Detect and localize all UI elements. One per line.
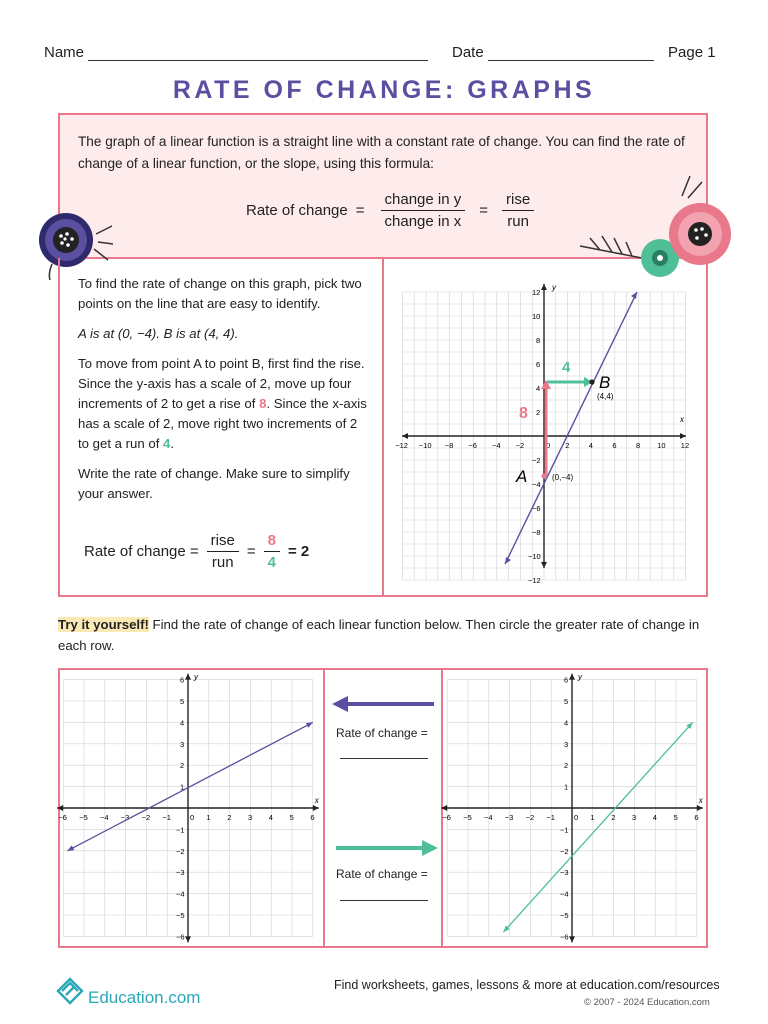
point-a-name: A bbox=[516, 467, 528, 486]
rise-label: 8 bbox=[519, 405, 528, 422]
example-graph bbox=[384, 258, 706, 594]
practice-y-tick: −5 bbox=[176, 911, 185, 920]
footer-copyright: © 2007 - 2024 Education.com bbox=[584, 997, 710, 1008]
example-x-tick: −4 bbox=[492, 441, 501, 450]
practice-y-tick: 6 bbox=[564, 675, 569, 685]
practice-x-tick: 5 bbox=[673, 813, 678, 822]
final-num-2: 8 bbox=[264, 532, 280, 552]
expl-rise-value: 8 bbox=[259, 396, 267, 411]
practice-y-tick: −2 bbox=[176, 846, 185, 856]
practice-x-tick: 5 bbox=[289, 813, 294, 822]
practice-y-tick: 6 bbox=[180, 675, 185, 685]
practice-x-tick: 2 bbox=[611, 813, 616, 822]
try-highlight: Try it yourself! bbox=[58, 617, 149, 632]
expl-p3-b: . Since the x-axis has a scale of 2, move right two increments of 2 to get a run of bbox=[78, 396, 367, 451]
expl-p3-a: To move from point A to point B, first find the rise. Since the y-axis has a scale of 2, move up four increments of 2 to get a rise of bbox=[78, 356, 365, 411]
practice-answer-blank-2[interactable] bbox=[340, 900, 428, 901]
practice-y-tick: 5 bbox=[180, 697, 185, 706]
practice-graph-1 bbox=[60, 670, 322, 946]
practice-x-tick: −1 bbox=[162, 813, 171, 822]
final-label: Rate of change = bbox=[84, 543, 199, 560]
practice-y-tick: 4 bbox=[564, 718, 569, 728]
practice-x-label: x bbox=[314, 796, 319, 805]
practice-y-tick: −1 bbox=[560, 825, 569, 835]
practice-line bbox=[503, 722, 692, 932]
page-title: RATE OF CHANGE: GRAPHS bbox=[172, 76, 596, 104]
formula-eq-2: = bbox=[479, 202, 489, 219]
example-y-tick: 2 bbox=[536, 408, 541, 417]
final-den-1: run bbox=[211, 554, 234, 571]
formula-frac-1 bbox=[381, 191, 466, 230]
practice-x-tick: 6 bbox=[694, 813, 699, 822]
formula-label: Rate of change bbox=[246, 202, 348, 219]
expl-run-value: 4 bbox=[163, 436, 171, 451]
example-x-tick: 4 bbox=[588, 441, 593, 450]
practice-y-tick: −1 bbox=[176, 825, 185, 835]
practice-x-tick: −6 bbox=[442, 813, 451, 822]
try-text: Find the rate of change of each linear function below. Then circle the greater rate of change in each row. bbox=[58, 617, 700, 653]
practice-y-tick: 3 bbox=[180, 739, 185, 749]
practice-x-tick: −5 bbox=[79, 813, 88, 822]
practice-answer-blank-1[interactable] bbox=[340, 758, 428, 759]
rate-formula bbox=[246, 191, 542, 230]
practice-x-tick: −4 bbox=[100, 813, 109, 822]
final-frac-2 bbox=[264, 532, 280, 571]
practice-x-tick: 3 bbox=[632, 813, 637, 822]
final-result: = 2 bbox=[287, 543, 310, 560]
explanation-text bbox=[78, 274, 368, 504]
practice-y-tick: −3 bbox=[176, 868, 185, 878]
education-logo-icon bbox=[52, 973, 86, 1007]
run-label: 4 bbox=[562, 359, 571, 376]
practice-y-tick: 3 bbox=[564, 739, 569, 749]
practice-x-tick: 4 bbox=[652, 813, 657, 822]
example-x-tick: 8 bbox=[636, 441, 641, 450]
example-y-tick: 6 bbox=[536, 360, 541, 369]
final-den-2: 4 bbox=[267, 554, 276, 571]
example-y-tick: −2 bbox=[532, 456, 541, 465]
practice-x-tick: −2 bbox=[525, 813, 535, 822]
expl-p3-c: . bbox=[170, 436, 175, 451]
name-blank[interactable] bbox=[88, 46, 428, 61]
practice-x-tick: −1 bbox=[546, 813, 555, 822]
example-x-ticks bbox=[395, 441, 689, 450]
point-a bbox=[541, 473, 546, 478]
name-field[interactable] bbox=[44, 44, 428, 61]
example-y-tick: 4 bbox=[536, 384, 541, 393]
example-x-tick: −12 bbox=[395, 441, 408, 450]
practice-y-tick: −4 bbox=[176, 889, 185, 899]
right-arrow-icon bbox=[330, 838, 440, 858]
practice-y-tick: 5 bbox=[564, 697, 569, 706]
example-y-tick: −12 bbox=[528, 576, 541, 585]
example-y-tick: −4 bbox=[532, 480, 541, 489]
practice-x-tick: 0 bbox=[190, 813, 195, 822]
practice-x-tick: −3 bbox=[120, 813, 130, 822]
example-x-tick: 2 bbox=[565, 441, 570, 450]
practice-y-tick: 1 bbox=[564, 782, 569, 792]
practice-y-tick: −2 bbox=[560, 846, 569, 856]
practice-y-tick: −5 bbox=[560, 911, 569, 920]
practice-y-tick: −6 bbox=[560, 932, 569, 942]
practice-y-label: y bbox=[194, 672, 198, 682]
example-y-label: y bbox=[552, 283, 556, 292]
point-a-label: (0,−4) bbox=[552, 473, 574, 482]
practice-y-label: y bbox=[578, 672, 582, 682]
final-frac-1 bbox=[207, 532, 239, 571]
practice-roc-label-2: Rate of change = bbox=[336, 867, 428, 881]
date-field[interactable] bbox=[452, 44, 654, 61]
practice-x-tick: −3 bbox=[504, 813, 514, 822]
frac2-den: run bbox=[507, 213, 529, 230]
example-y-tick: −8 bbox=[532, 528, 541, 537]
frac2-num: rise bbox=[502, 191, 534, 211]
practice-y-tick: −4 bbox=[560, 889, 569, 899]
try-instructions bbox=[58, 614, 708, 656]
practice-y-tick: 2 bbox=[180, 761, 185, 771]
practice-x-tick: −6 bbox=[58, 813, 67, 822]
example-y-tick: 8 bbox=[536, 336, 541, 345]
expl-p1: To find the rate of change on this graph, pick two points on the line that are easy to identify. bbox=[78, 276, 362, 311]
example-y-tick: −10 bbox=[528, 552, 541, 561]
formula-eq-1: = bbox=[355, 202, 365, 219]
point-b-label: (4,4) bbox=[597, 392, 614, 401]
example-x-label: x bbox=[680, 415, 684, 424]
final-num-1: rise bbox=[207, 532, 239, 552]
practice-roc-label-1: Rate of change = bbox=[336, 726, 428, 740]
practice-x-tick: 2 bbox=[227, 813, 232, 822]
example-x-tick: −6 bbox=[468, 441, 477, 450]
example-x-tick: −2 bbox=[515, 441, 525, 450]
example-x-tick: −8 bbox=[444, 441, 454, 450]
page-number: Page 1 bbox=[668, 44, 716, 61]
example-y-tick: −6 bbox=[532, 504, 541, 513]
education-logo-text[interactable]: Education.com bbox=[88, 988, 201, 1007]
practice-y-tick: 1 bbox=[180, 782, 185, 792]
practice-x-tick: 4 bbox=[268, 813, 273, 822]
date-label: Date bbox=[452, 44, 484, 61]
example-y-tick: 10 bbox=[532, 312, 541, 321]
final-eq: = bbox=[246, 543, 256, 560]
practice-graph-2 bbox=[444, 670, 706, 946]
practice-row bbox=[58, 668, 708, 948]
expl-p4: Write the rate of change. Make sure to simplify your answer. bbox=[78, 466, 350, 501]
left-arrow-icon bbox=[330, 694, 440, 714]
practice-x-tick: 6 bbox=[310, 813, 315, 822]
practice-x-tick: −4 bbox=[484, 813, 493, 822]
date-blank[interactable] bbox=[488, 46, 654, 61]
practice-x-tick: 1 bbox=[206, 813, 211, 822]
frac1-den: change in x bbox=[384, 213, 462, 230]
practice-divider-1 bbox=[323, 670, 325, 946]
formula-frac-2 bbox=[502, 191, 534, 230]
practice-x-tick: −5 bbox=[463, 813, 472, 822]
practice-x-tick: 1 bbox=[590, 813, 595, 822]
practice-y-tick: −3 bbox=[560, 868, 569, 878]
expl-p2: A is at (0, −4). B is at (4, 4). bbox=[78, 326, 239, 341]
final-rate-formula bbox=[84, 532, 309, 571]
example-x-tick: −10 bbox=[418, 441, 432, 450]
example-x-tick: 10 bbox=[657, 441, 666, 450]
practice-y-tick: 4 bbox=[180, 718, 185, 728]
practice-x-tick: −2 bbox=[141, 813, 151, 822]
example-x-tick: 12 bbox=[680, 441, 690, 450]
practice-y-tick: 2 bbox=[564, 761, 569, 771]
point-b-name: B bbox=[599, 373, 611, 392]
example-x-tick: 6 bbox=[612, 441, 617, 450]
name-label: Name bbox=[44, 44, 85, 61]
example-x-tick: 0 bbox=[546, 441, 551, 450]
practice-y-tick: −6 bbox=[176, 932, 185, 942]
practice-x-tick: 0 bbox=[574, 813, 579, 822]
example-line bbox=[505, 292, 637, 564]
frac1-num: change in y bbox=[381, 191, 466, 211]
footer-tagline[interactable]: Find worksheets, games, lessons & more at education.com/resources bbox=[334, 978, 720, 992]
practice-x-label: x bbox=[698, 796, 703, 805]
practice-x-tick: 3 bbox=[248, 813, 253, 822]
explanation-panel bbox=[58, 258, 384, 597]
example-y-tick: 12 bbox=[532, 288, 541, 297]
example-graph-panel bbox=[382, 258, 708, 597]
point-b bbox=[589, 379, 594, 384]
intro-text: The graph of a linear function is a straight line with a constant rate of change. You can find the rate of change of a linear function, or the slope, using this formula: bbox=[78, 134, 685, 171]
expl-p3 bbox=[78, 354, 368, 454]
